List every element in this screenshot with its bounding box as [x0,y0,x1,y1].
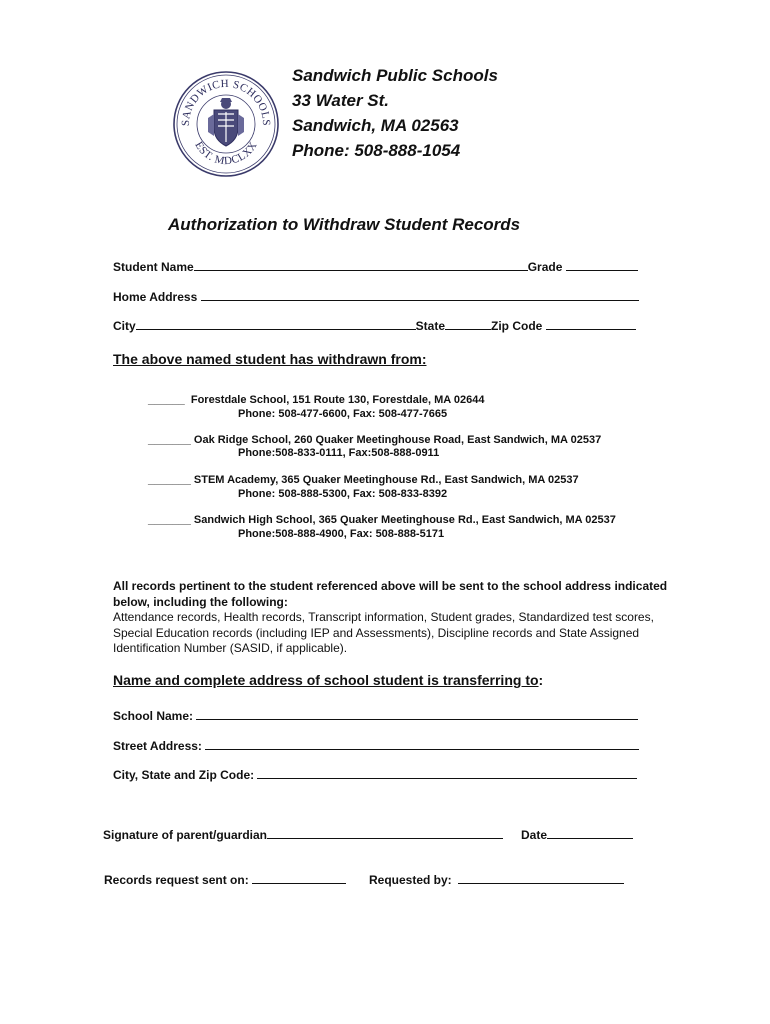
school-name-label: School Name: [113,709,194,723]
school-name-field[interactable] [196,708,638,720]
transfer-heading [113,672,543,688]
grade-field[interactable] [566,259,638,271]
records-sent-row [104,872,346,887]
records-intro: All records pertinent to the student referenced above will be sent to the school address indicated below, including the following: [113,579,668,609]
zip-label: Zip Code [491,319,543,333]
street-address-row [113,738,639,753]
student-name-field[interactable] [194,259,528,271]
records-sent-label: Records request sent on: [104,873,249,887]
records-paragraph [113,579,673,657]
form-title: Authorization to Withdraw Student Records [168,215,521,234]
grade-label: Grade [527,260,563,274]
student-name-label: Student Name [113,260,194,274]
district-city: Sandwich, MA 02563 [292,116,459,135]
requested-by-label: Requested by: [369,873,452,887]
school-seal-logo [172,70,280,178]
school-checkbox-blank[interactable]: _______ [148,514,191,526]
date-row [521,827,633,842]
school-contact: Phone: 508-888-5300, Fax: 508-833-8392 [238,488,448,500]
date-label: Date [521,828,548,842]
records-list: Attendance records, Health records, Transcript information, Student grades, Standardized test scores, Special Education records (including IEP and Assessments), Discipline records and State Assigned Identification Number (SASID, if applicable). [113,610,654,655]
requested-by-field[interactable] [458,872,624,884]
student-name-row [113,259,638,274]
zip-field[interactable] [546,318,636,330]
home-address-label: Home Address [113,290,198,304]
signature-label: Signature of parent/guardian [103,828,268,842]
school-checkbox-blank[interactable]: _______ [148,474,191,486]
city-state-zip-label: City, State and Zip Code: [113,768,255,782]
school-contact: Phone:508-833-0111, Fax:508-888-0911 [238,447,440,459]
requested-by-row [369,872,624,887]
signature-field[interactable] [267,827,503,839]
signature-row [103,827,503,842]
state-label: State [415,319,446,333]
school-line1: Forestdale School, 151 Route 130, Forestdale, MA 02644 [190,394,485,406]
school-option-stem-academy[interactable] [148,474,579,486]
street-address-label: Street Address: [113,739,202,753]
school-line1: Oak Ridge School, 260 Quaker Meetinghouse Road, East Sandwich, MA 02537 [193,434,602,446]
svg-text:EST. MDCLXX: EST. MDCLXX [192,139,260,168]
school-checkbox-blank[interactable]: _______ [148,434,191,446]
svg-text:SANDWICH SCHOOLS: SANDWICH SCHOOLS [179,77,273,127]
transfer-heading-text: Name and complete address of school student is transferring to [113,672,539,688]
transfer-heading-colon: : [538,672,544,688]
school-option-forestdale[interactable] [148,394,485,406]
city-state-zip-transfer-row [113,767,637,782]
school-checkbox-blank[interactable]: ______ [148,394,185,406]
school-option-oak-ridge[interactable] [148,434,601,446]
street-address-field[interactable] [205,738,639,750]
school-name-row [113,708,638,723]
city-field[interactable] [136,318,416,330]
school-option-sandwich-high[interactable] [148,514,616,526]
district-street: 33 Water St. [292,91,390,110]
district-name: Sandwich Public Schools [292,66,498,85]
city-state-zip-field[interactable] [257,767,637,779]
city-label: City [113,319,136,333]
date-field[interactable] [547,827,633,839]
state-field[interactable] [445,318,491,330]
home-address-row [113,289,639,304]
home-address-field[interactable] [201,289,639,301]
school-contact: Phone: 508-477-6600, Fax: 508-477-7665 [238,408,448,420]
school-line1: Sandwich High School, 365 Quaker Meetinghouse Rd., East Sandwich, MA 02537 [193,514,616,526]
district-phone: Phone: 508-888-1054 [292,141,461,160]
school-contact: Phone:508-888-4900, Fax: 508-888-5171 [238,528,445,540]
school-line1: STEM Academy, 365 Quaker Meetinghouse Rd., East Sandwich, MA 02537 [193,474,579,486]
withdrawn-heading: The above named student has withdrawn from: [113,351,427,367]
records-sent-field[interactable] [252,872,346,884]
city-state-zip-row [113,318,636,333]
